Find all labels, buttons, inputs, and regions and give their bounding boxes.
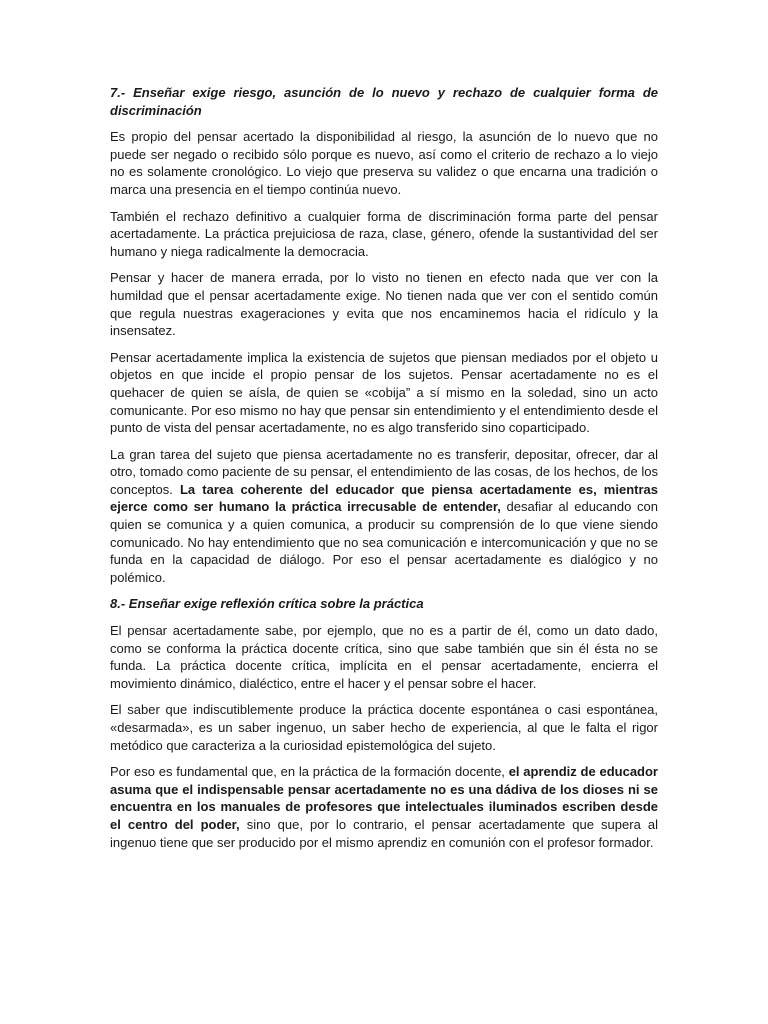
paragraph-8-3-bold-text: el aprendiz de educador asuma que el indispensable pensar acertadamente no es una dádiva de los dioses ni se encuentra en los manuales de profesores que intelectuales iluminados escriben desde el centro del poder, [110, 764, 658, 832]
section-7-paragraph-4: Pensar acertadamente implica la existencia de sujetos que piensan mediados por el objeto u objetos en que incide el propio pensar de los sujetos. Pensar acertadamente no es el quehacer de quien se aísla, de quien se «cobija” a sí mismo en la soledad, sino un acto comunicante. Por eso mismo no hay que pensar sin entendimiento y el entendimiento desde el punto de vista del pensar acertadamente, no es algo transferido sino coparticipado. [110, 349, 658, 436]
section-7-paragraph-5 [110, 446, 658, 587]
section-8-heading: 8.- Enseñar exige reflexión crítica sobre la práctica [110, 596, 424, 612]
paragraph-8-3-text-end: sino que, por lo contrario, el pensar acertadamente que supera al ingenuo tiene que ser producido por el mismo aprendiz en comunión con el profesor formador. [110, 816, 659, 850]
section-8-paragraph-1: El pensar acertadamente sabe, por ejemplo, que no es a partir de él, como un dato dado, como se conforma la práctica docente crítica, sino que sabe también que sin él ésta no se funda. La práctica docente crítica, implícita en el pensar acertadamente, encierra el movimiento dinámico, dialéctico, entre el hacer y el pensar sobre el hacer. [110, 623, 658, 691]
section-8-paragraph-2: El saber que indiscutiblemente produce la práctica docente espontánea o casi espontánea, «desarmada», es un saber ingenuo, un saber hecho de experiencia, al que le falta el rigor metódico que caracteriza a la curiosidad epistemológica del sujeto. [110, 702, 658, 753]
section-7-paragraph-1: Es propio del pensar acertado la disponibilidad al riesgo, la asunción de lo nuevo que no puede ser negado o recibido sólo porque es nuevo, así como el criterio de rechazo a lo viejo no es solamente cronológico. Lo viejo que preserva su validez o que encarna una tradición o marca una presencia en el tiempo continúa nuevo. [110, 129, 658, 197]
document-page [110, 84, 658, 860]
paragraph-8-3-text-start: Por eso es fundamental que, en la práctica de la formación docente, [110, 764, 509, 780]
section-7-paragraph-3: Pensar y hacer de manera errada, por lo visto no tienen en efecto nada que ver con la humildad que el pensar acertadamente exige. No tienen nada que ver con el sentido común que regula nuestras exageraciones y evita que nos encaminemos hacia el ridículo y la insensatez. [110, 270, 658, 339]
paragraph-5-text-end: desafiar al educando con quien se comunica y a quien comunica, a producir su comprensión de lo que viene siendo comunicado. No hay entendimiento que no sea comunicación e intercomunicación y que no se funda en la capacidad de diálogo. Por eso el pensar acertadamente es dialógico y no polémico. [110, 499, 658, 585]
section-8-paragraph-3 [110, 763, 658, 851]
paragraph-5-bold-text: La tarea coherente del educador que piensa acertadamente es, mientras ejerce como ser humano la práctica irrecusable de entender, [110, 481, 658, 515]
section-7-heading: 7.- Enseñar exige riesgo, asunción de lo nuevo y rechazo de cualquier forma de discriminación [110, 85, 658, 118]
paragraph-5-text-start: La gran tarea del sujeto que piensa acertadamente no es transferir, depositar, ofrecer, dar al otro, tomado como paciente de su pensar, el entendimiento de las cosas, de los hechos, de los conceptos. [110, 446, 658, 497]
section-7-paragraph-2: También el rechazo definitivo a cualquier forma de discriminación forma parte del pensar acertadamente. La práctica prejuiciosa de raza, clase, género, ofende la sustantividad del ser humano y niega radicalmente la democracia. [110, 208, 658, 259]
